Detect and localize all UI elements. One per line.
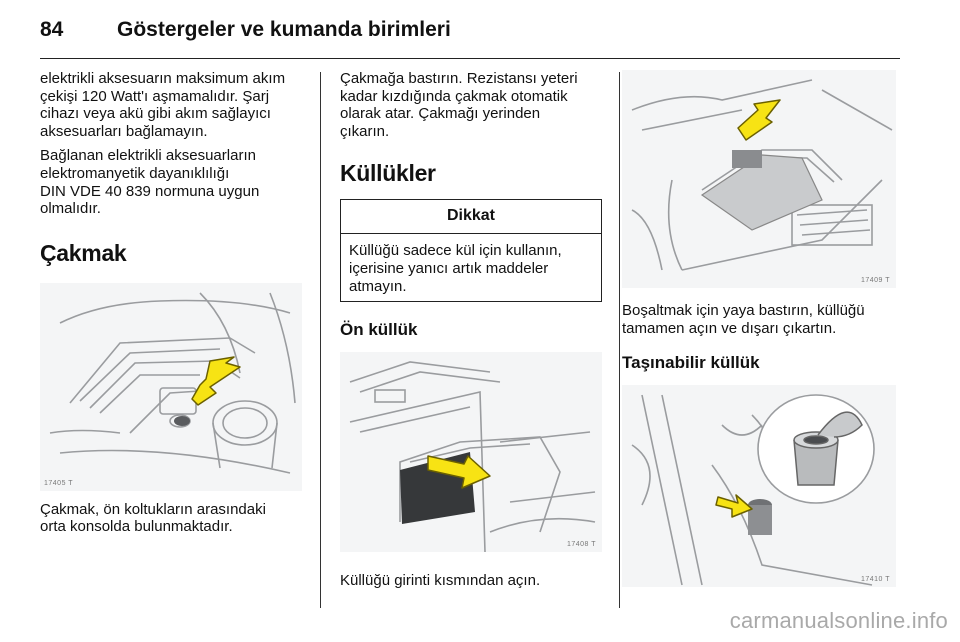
section-heading-cakmak: Çakmak xyxy=(40,239,127,266)
col1-paragraph-1: elektrikli aksesuarın maksimum akım çekişi 120 Watt'ı aşmamalıdır. Şarj cihazı veya akü gibi akım sağlayıcı aksesuarları bağlamayın. xyxy=(40,70,286,140)
figure-code-17405: 17405 T xyxy=(44,479,74,487)
col2-paragraph-1: Çakmağa bastırın. Rezistansı yeteri kadar kızdığında çakmak otomatik olarak atar. Çakmağı yerinden çıkarın. xyxy=(340,70,578,140)
col1-paragraph-2: Bağlanan elektrikli aksesuarların elektromanyetik dayanıklılığı DIN VDE 40 839 normuna uygun olmalıdır. xyxy=(40,147,260,218)
watermark: carmanualsonline.info xyxy=(729,608,948,633)
figure-code-17408: 17408 T xyxy=(566,541,596,549)
col2-paragraph-2: Küllüğü girinti kısmından açın. xyxy=(340,572,541,590)
header-rule xyxy=(40,58,900,59)
notice-title: Dikkat xyxy=(341,200,601,234)
page-number: 84 xyxy=(40,18,64,41)
column-1 xyxy=(40,70,306,536)
page-header-title: Göstergeler ve kumanda birimleri xyxy=(117,18,451,41)
figure-ashtray-open xyxy=(622,70,896,288)
notice-body: Küllüğü sadece kül için kullanın, içerisine yanıcı artık maddeler atmayın. xyxy=(349,242,562,295)
column-divider-1 xyxy=(320,72,321,608)
figure-portable-ashtray xyxy=(622,385,896,587)
notice-box xyxy=(340,199,602,302)
subheading-on-kulluk: Ön küllük xyxy=(340,320,418,340)
col3-paragraph-1: Boşaltmak için yaya bastırın, küllüğü tamamen açın ve dışarı çıkartın. xyxy=(622,302,865,337)
figure-cigarette-lighter xyxy=(40,283,302,491)
subheading-tasinabilir-kulluk: Taşınabilir küllük xyxy=(622,353,760,373)
column-divider-2 xyxy=(619,72,620,608)
figure-front-ashtray xyxy=(340,352,602,552)
column-3 xyxy=(622,70,900,587)
col1-paragraph-3: Çakmak, ön koltukların arasındaki orta konsolda bulunmaktadır. xyxy=(40,500,266,536)
column-2 xyxy=(340,70,602,590)
figure-code-17410: 17410 T xyxy=(860,576,890,584)
figure-code-17409: 17409 T xyxy=(860,277,890,284)
section-heading-kulluker: Küllükler xyxy=(340,160,436,187)
